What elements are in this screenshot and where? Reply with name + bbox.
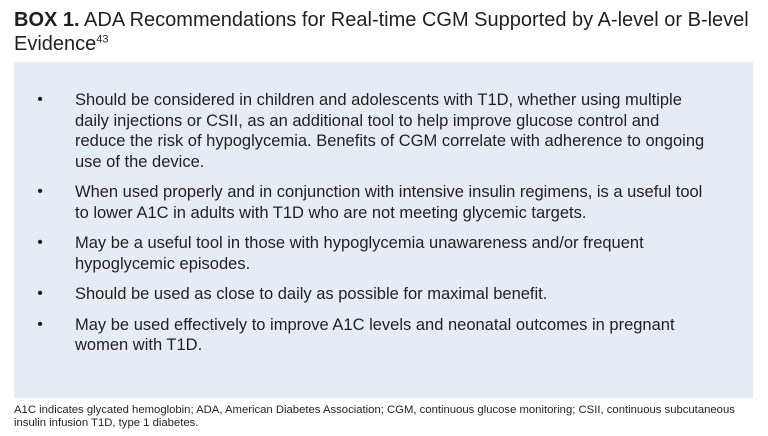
bullet-icon: • (37, 234, 43, 251)
recommendation-item (14, 284, 753, 305)
recommendation-text: May be used effectively to improve A1C levels and neonatal outcomes in pregnant women with T1D. (75, 315, 675, 354)
bullet-icon: • (37, 285, 43, 302)
recommendation-item (14, 90, 753, 172)
abbreviations-footnote: A1C indicates glycated hemoglobin; ADA, American Diabetes Association; CGM, continuous glucose monitoring; CSII, continuous subcutaneous insulin infusion T1D, type 1 diabetes. (14, 404, 735, 429)
bullet-icon: • (37, 315, 43, 333)
recommendation-item (14, 233, 753, 274)
bullet-icon: • (37, 91, 43, 108)
recommendation-text: May be a useful tool in those with hypoglycemia unawareness and/or frequent hypoglycemic episodes. (75, 234, 644, 273)
citation-superscript: 43 (96, 33, 109, 46)
box-title (14, 8, 754, 56)
box-title-text: ADA Recommendations for Real-time CGM Supported by A-level or B-level Evidence (14, 9, 749, 55)
recommendation-text: When used properly and in conjunction with intensive insulin regimens, is a useful tool to lower A1C in adults with T1D who are not meeting glycemic targets. (75, 183, 703, 222)
recommendation-item (14, 182, 753, 223)
recommendation-item (14, 315, 753, 356)
recommendation-text: Should be used as close to daily as possible for maximal benefit. (75, 285, 548, 303)
recommendations-list (14, 90, 753, 366)
recommendation-text: Should be considered in children and adolescents with T1D, whether using multiple daily injections or CSII, as an additional tool to help improve glucose control and reduce the risk of hypoglycemia. Benefits of CGM correlate with adherence to ongoing use of the device. (75, 91, 705, 171)
bullet-icon: • (37, 183, 43, 200)
recommendations-panel (14, 62, 753, 398)
box-label: BOX 1. (14, 9, 80, 31)
